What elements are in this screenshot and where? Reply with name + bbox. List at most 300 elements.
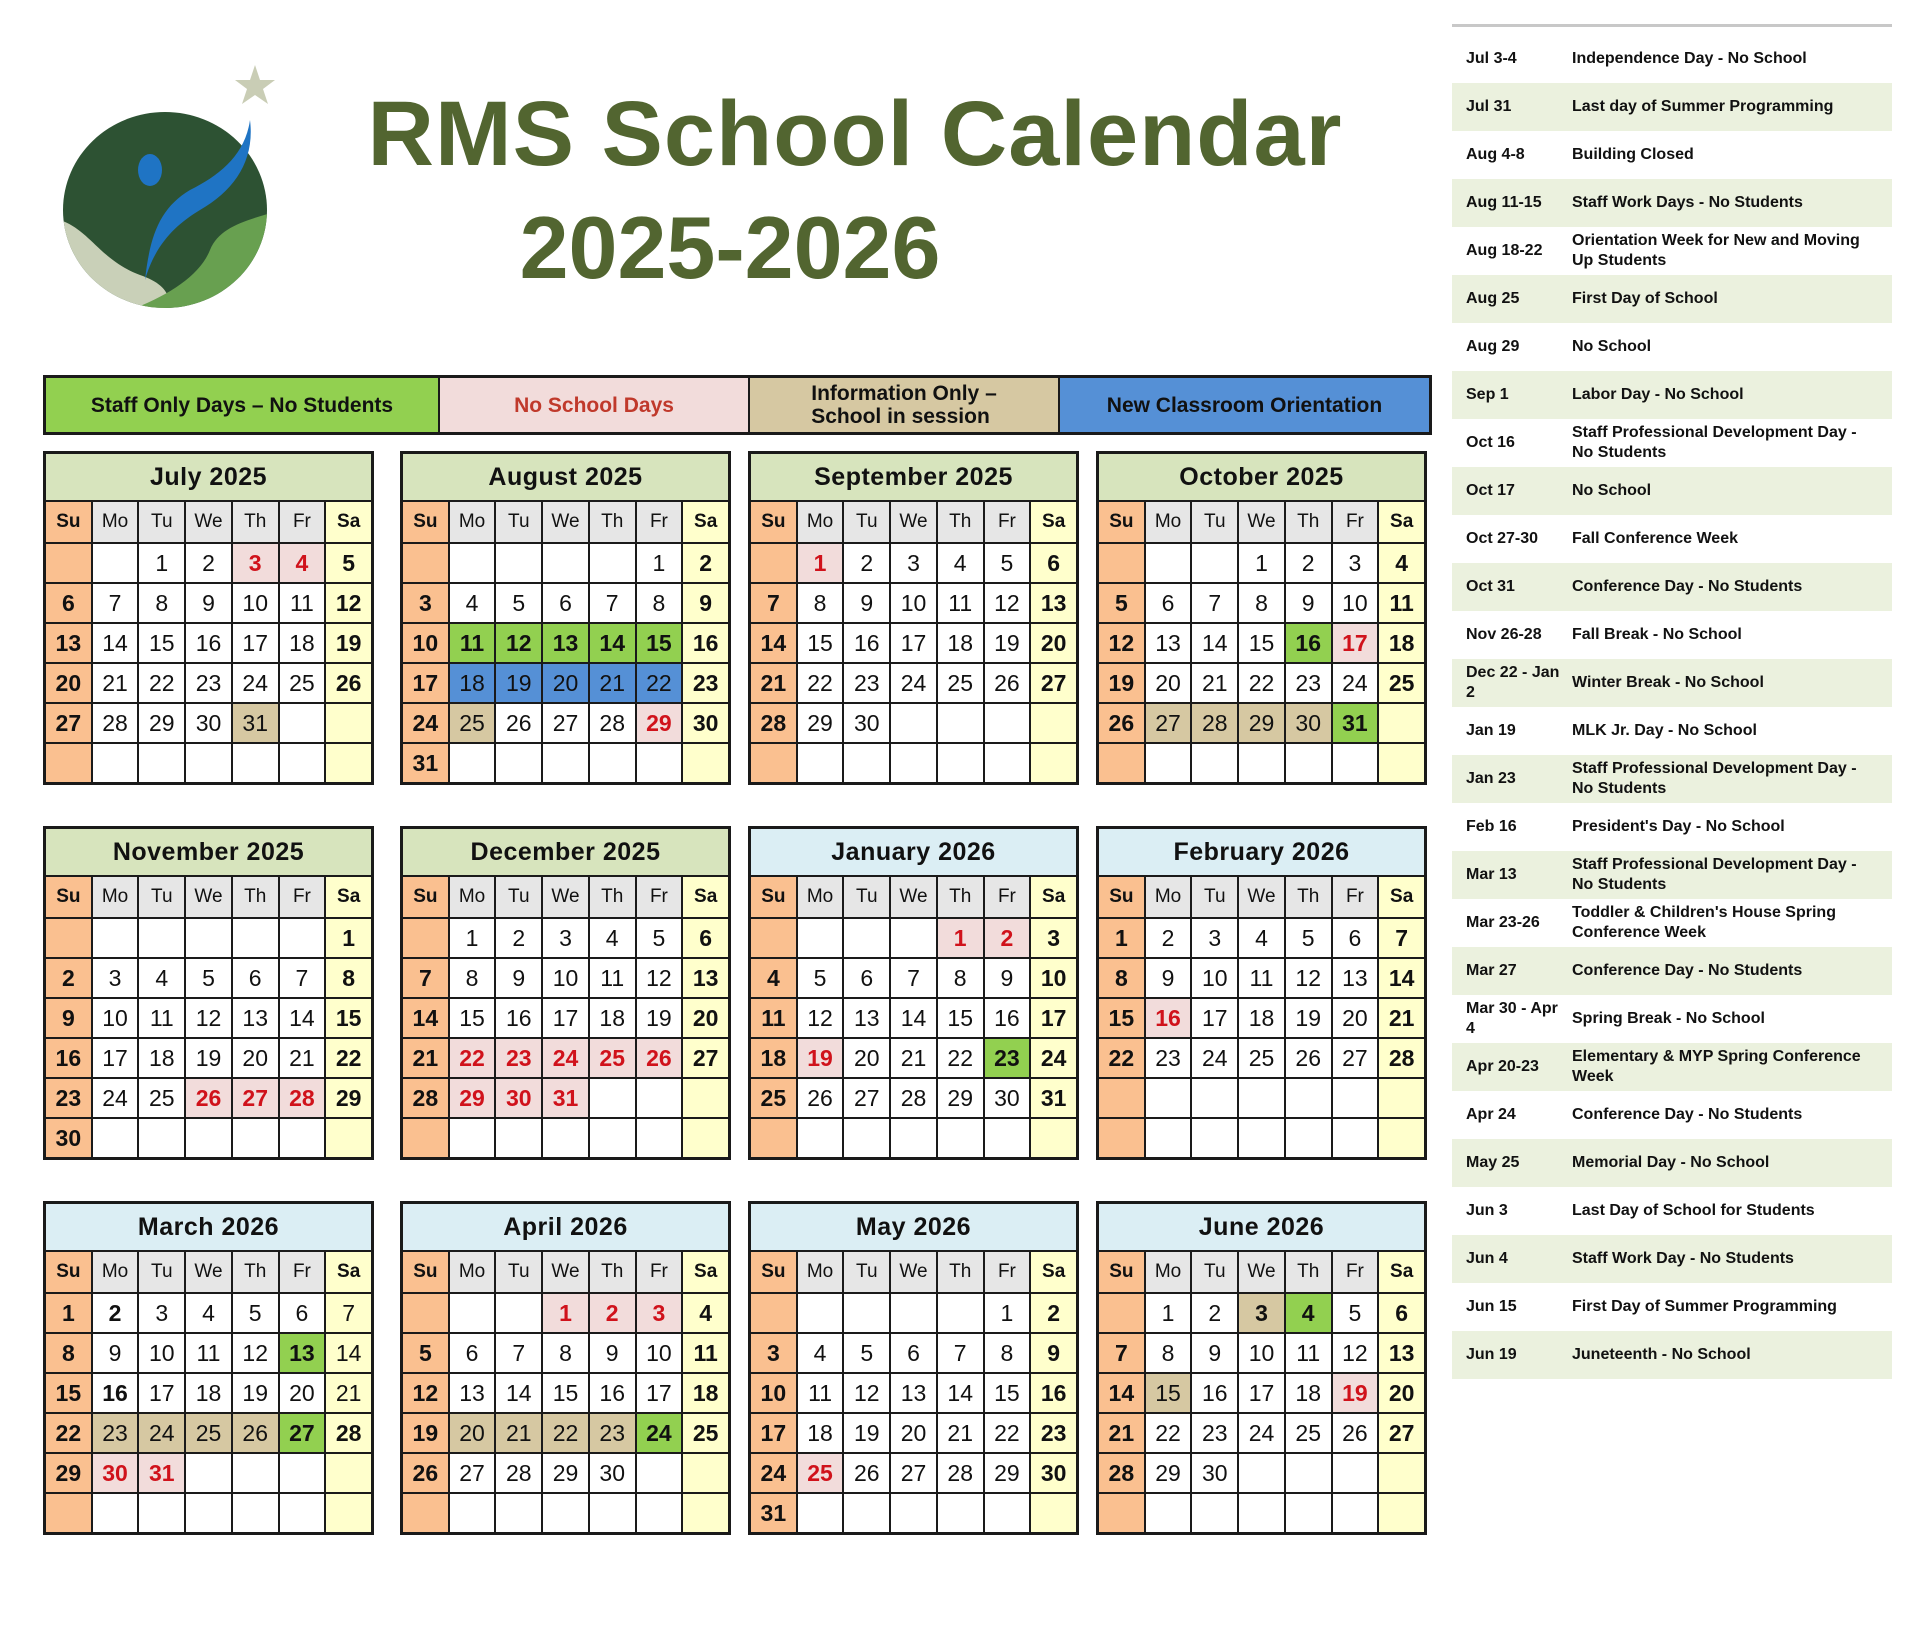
calendar-empty-cell <box>985 1494 1030 1532</box>
calendar-empty-cell <box>186 744 231 782</box>
calendar-day: 26 <box>1333 1414 1378 1452</box>
month-calendar <box>748 826 1079 1160</box>
calendar-empty-cell <box>891 704 936 742</box>
calendar-day: 20 <box>46 664 91 702</box>
calendar-day: 13 <box>543 624 588 662</box>
weekday-header: Sa <box>683 1252 728 1292</box>
calendar-day: 17 <box>93 1039 138 1077</box>
event-description: Spring Break - No School <box>1572 1010 1765 1027</box>
calendar-empty-cell <box>1379 704 1424 742</box>
calendar-day: 2 <box>1192 1294 1237 1332</box>
calendar-empty-cell <box>403 544 448 582</box>
calendar-empty-cell <box>683 1494 728 1532</box>
calendar-day: 16 <box>590 1374 635 1412</box>
calendar-day: 29 <box>46 1454 91 1492</box>
calendar-day: 10 <box>93 999 138 1037</box>
calendar-day: 8 <box>1146 1334 1191 1372</box>
calendar-day: 26 <box>637 1039 682 1077</box>
weekday-header: Mo <box>93 502 138 542</box>
calendar-day: 12 <box>844 1374 889 1412</box>
calendar-day: 19 <box>637 999 682 1037</box>
calendar-empty-cell <box>1286 1454 1331 1492</box>
calendar-day: 15 <box>450 999 495 1037</box>
calendar-day: 23 <box>844 664 889 702</box>
calendar-day: 14 <box>891 999 936 1037</box>
month-title: February 2026 <box>1099 829 1424 875</box>
calendar-empty-cell <box>891 1494 936 1532</box>
calendar-day: 27 <box>46 704 91 742</box>
calendar-day: 23 <box>1192 1414 1237 1452</box>
calendar-day: 18 <box>450 664 495 702</box>
calendar-day: 10 <box>403 624 448 662</box>
weekday-header: Sa <box>1031 1252 1076 1292</box>
calendar-day: 26 <box>186 1079 231 1117</box>
calendar-day: 23 <box>1286 664 1331 702</box>
calendar-empty-cell <box>496 544 541 582</box>
calendar-day: 20 <box>450 1414 495 1452</box>
calendar-day: 7 <box>280 959 325 997</box>
calendar-empty-cell <box>280 744 325 782</box>
event-description: Elementary & MYP Spring Conference Week <box>1572 1048 1861 1085</box>
weekday-header: We <box>1239 502 1284 542</box>
event-date: Mar 27 <box>1466 962 1517 979</box>
calendar-day: 19 <box>844 1414 889 1452</box>
event-date: Aug 25 <box>1466 290 1520 307</box>
event-description: Building Closed <box>1572 146 1694 163</box>
calendar-day: 18 <box>798 1414 843 1452</box>
calendar-day: 23 <box>1031 1414 1076 1452</box>
calendar-day: 13 <box>844 999 889 1037</box>
weekday-header: Fr <box>1333 1252 1378 1292</box>
event-row <box>1452 1139 1892 1187</box>
calendar-empty-cell <box>1099 544 1144 582</box>
calendar-day: 27 <box>1146 704 1191 742</box>
month-calendar <box>748 451 1079 785</box>
event-date: Jun 15 <box>1466 1298 1517 1315</box>
calendar-empty-cell <box>1379 1079 1424 1117</box>
calendar-empty-cell <box>844 744 889 782</box>
calendar-day: 6 <box>280 1294 325 1332</box>
calendar-empty-cell <box>637 1079 682 1117</box>
calendar-day: 15 <box>1146 1374 1191 1412</box>
calendar-day: 31 <box>543 1079 588 1117</box>
calendar-day: 28 <box>93 704 138 742</box>
weekday-header: We <box>543 502 588 542</box>
weekday-header: Mo <box>1146 1252 1191 1292</box>
calendar-empty-cell <box>1379 744 1424 782</box>
calendar-day: 3 <box>1192 919 1237 957</box>
calendar-empty-cell <box>326 1454 371 1492</box>
weekday-header: We <box>186 877 231 917</box>
calendar-day: 5 <box>326 544 371 582</box>
calendar-day: 3 <box>139 1294 184 1332</box>
weekday-header: Sa <box>326 1252 371 1292</box>
calendar-empty-cell <box>139 1119 184 1157</box>
calendar-day: 18 <box>186 1374 231 1412</box>
event-row <box>1452 227 1892 275</box>
calendar-day: 6 <box>683 919 728 957</box>
calendar-day: 1 <box>1146 1294 1191 1332</box>
calendar-empty-cell <box>450 1294 495 1332</box>
calendar-day: 1 <box>798 544 843 582</box>
calendar-day: 19 <box>403 1414 448 1452</box>
calendar-day: 7 <box>403 959 448 997</box>
weekday-header: Sa <box>683 502 728 542</box>
weekday-header: Fr <box>637 877 682 917</box>
event-description: Staff Work Days - No Students <box>1572 194 1803 211</box>
event-description: Staff Professional Development Day - No Students <box>1572 856 1857 893</box>
calendar-day: 31 <box>403 744 448 782</box>
calendar-day: 17 <box>1031 999 1076 1037</box>
calendar-day: 4 <box>683 1294 728 1332</box>
calendar-day: 11 <box>186 1334 231 1372</box>
weekday-header: Fr <box>280 1252 325 1292</box>
calendar-day: 12 <box>1099 624 1144 662</box>
calendar-day: 4 <box>186 1294 231 1332</box>
event-date: Dec 22 - Jan 2 <box>1466 664 1560 701</box>
event-description: Staff Work Day - No Students <box>1572 1250 1794 1267</box>
calendar-day: 20 <box>683 999 728 1037</box>
calendar-day: 31 <box>751 1494 796 1532</box>
event-description: Memorial Day - No School <box>1572 1154 1770 1171</box>
calendar-day: 5 <box>844 1334 889 1372</box>
event-date: Jun 19 <box>1466 1346 1517 1363</box>
calendar-day: 17 <box>751 1414 796 1452</box>
calendar-day: 24 <box>751 1454 796 1492</box>
calendar-day: 27 <box>891 1454 936 1492</box>
event-description: Conference Day - No Students <box>1572 1106 1803 1123</box>
calendar-day: 14 <box>403 999 448 1037</box>
calendar-day: 7 <box>938 1334 983 1372</box>
calendar-empty-cell <box>496 1494 541 1532</box>
calendar-day: 18 <box>751 1039 796 1077</box>
event-description: MLK Jr. Day - No School <box>1572 722 1757 739</box>
calendar-day: 3 <box>751 1334 796 1372</box>
calendar-day: 15 <box>637 624 682 662</box>
calendar-day: 21 <box>590 664 635 702</box>
calendar-day: 17 <box>637 1374 682 1412</box>
calendar-day: 30 <box>1286 704 1331 742</box>
event-date: Mar 30 - Apr 4 <box>1466 1000 1558 1037</box>
calendar-day: 15 <box>543 1374 588 1412</box>
calendar-empty-cell <box>798 1119 843 1157</box>
calendar-day: 11 <box>450 624 495 662</box>
event-row <box>1452 83 1892 131</box>
event-date: Jan 19 <box>1466 722 1516 739</box>
event-row <box>1452 659 1892 707</box>
calendar-day: 31 <box>1333 704 1378 742</box>
calendar-day: 4 <box>1239 919 1284 957</box>
calendar-day: 17 <box>1192 999 1237 1037</box>
weekday-header: Th <box>1286 502 1331 542</box>
calendar-day: 9 <box>1031 1334 1076 1372</box>
calendar-day: 25 <box>683 1414 728 1452</box>
calendar-day: 11 <box>1239 959 1284 997</box>
calendar-day: 28 <box>590 704 635 742</box>
calendar-day: 3 <box>891 544 936 582</box>
weekday-header: Fr <box>985 502 1030 542</box>
event-row <box>1452 467 1892 515</box>
calendar-day: 20 <box>1379 1374 1424 1412</box>
calendar-empty-cell <box>891 744 936 782</box>
calendar-day: 28 <box>403 1079 448 1117</box>
calendar-day: 6 <box>1146 584 1191 622</box>
calendar-day: 12 <box>1286 959 1331 997</box>
calendar-day: 27 <box>543 704 588 742</box>
calendar-day: 16 <box>1146 999 1191 1037</box>
calendar-day: 14 <box>590 624 635 662</box>
calendar-day: 9 <box>93 1334 138 1372</box>
weekday-header: Sa <box>1031 502 1076 542</box>
legend <box>43 375 1432 435</box>
event-description: First Day of Summer Programming <box>1572 1298 1837 1315</box>
calendar-day: 2 <box>1286 544 1331 582</box>
calendar-day: 28 <box>496 1454 541 1492</box>
calendar-day: 22 <box>450 1039 495 1077</box>
event-row <box>1452 1283 1892 1331</box>
calendar-day: 15 <box>46 1374 91 1412</box>
calendar-day: 19 <box>186 1039 231 1077</box>
calendar-empty-cell <box>938 1294 983 1332</box>
event-date: Nov 26-28 <box>1466 626 1542 643</box>
event-description: Last day of Summer Programming <box>1572 98 1834 115</box>
calendar-day: 22 <box>543 1414 588 1452</box>
calendar-empty-cell <box>233 1454 278 1492</box>
calendar-day: 1 <box>985 1294 1030 1332</box>
calendar-day: 18 <box>1286 1374 1331 1412</box>
calendar-day: 12 <box>186 999 231 1037</box>
calendar-day: 3 <box>403 584 448 622</box>
event-description: Fall Conference Week <box>1572 530 1738 547</box>
calendar-day: 7 <box>93 584 138 622</box>
calendar-day: 2 <box>186 544 231 582</box>
calendar-day: 21 <box>1099 1414 1144 1452</box>
calendar-empty-cell <box>844 1294 889 1332</box>
calendar-day: 6 <box>1379 1294 1424 1332</box>
calendar-day: 28 <box>1192 704 1237 742</box>
event-row <box>1452 1187 1892 1235</box>
weekday-header: Tu <box>139 877 184 917</box>
calendar-day: 15 <box>139 624 184 662</box>
event-row <box>1452 851 1892 899</box>
calendar-day: 12 <box>326 584 371 622</box>
calendar-day: 21 <box>280 1039 325 1077</box>
calendar-day: 7 <box>590 584 635 622</box>
weekday-header: Tu <box>139 1252 184 1292</box>
calendar-empty-cell <box>326 1494 371 1532</box>
weekday-header: Sa <box>1379 1252 1424 1292</box>
calendar-day: 17 <box>403 664 448 702</box>
calendar-day: 8 <box>1239 584 1284 622</box>
page-title: RMS School Calendar <box>367 83 1343 185</box>
calendar-day: 3 <box>1031 919 1076 957</box>
calendar-day: 9 <box>496 959 541 997</box>
calendar-day: 26 <box>1099 704 1144 742</box>
weekday-header: Sa <box>1379 502 1424 542</box>
weekday-header: We <box>891 502 936 542</box>
calendar-day: 21 <box>326 1374 371 1412</box>
weekday-header: Sa <box>683 877 728 917</box>
calendar-day: 8 <box>46 1334 91 1372</box>
calendar-day: 24 <box>543 1039 588 1077</box>
weekday-header: Tu <box>844 877 889 917</box>
weekday-header: Su <box>1099 1252 1144 1292</box>
legend-new-classroom-orientation: New Classroom Orientation <box>1060 378 1429 432</box>
calendar-day: 16 <box>1286 624 1331 662</box>
calendar-day: 7 <box>891 959 936 997</box>
calendar-day: 6 <box>1333 919 1378 957</box>
weekday-header: Sa <box>1031 877 1076 917</box>
calendar-empty-cell <box>450 544 495 582</box>
school-logo <box>60 60 300 310</box>
calendar-day: 23 <box>590 1414 635 1452</box>
calendar-day: 5 <box>798 959 843 997</box>
event-date: Aug 29 <box>1466 338 1520 355</box>
weekday-header: We <box>1239 1252 1284 1292</box>
calendar-day: 2 <box>1146 919 1191 957</box>
event-date: Mar 23-26 <box>1466 914 1540 931</box>
weekday-header: Th <box>1286 1252 1331 1292</box>
weekday-header: Fr <box>1333 877 1378 917</box>
calendar-day: 25 <box>450 704 495 742</box>
event-date: Aug 11-15 <box>1466 194 1542 211</box>
calendar-empty-cell <box>590 1079 635 1117</box>
calendar-empty-cell <box>683 1454 728 1492</box>
calendar-day: 7 <box>1099 1334 1144 1372</box>
calendar-empty-cell <box>46 1494 91 1532</box>
calendar-empty-cell <box>985 704 1030 742</box>
event-description: Fall Break - No School <box>1572 626 1742 643</box>
calendar-day: 11 <box>938 584 983 622</box>
calendar-day: 2 <box>844 544 889 582</box>
calendar-empty-cell <box>186 1494 231 1532</box>
calendar-empty-cell <box>683 1119 728 1157</box>
weekday-header: Mo <box>798 877 843 917</box>
calendar-empty-cell <box>280 704 325 742</box>
calendar-day: 5 <box>403 1334 448 1372</box>
calendar-empty-cell <box>1333 1454 1378 1492</box>
weekday-header: Fr <box>637 1252 682 1292</box>
calendar-day: 9 <box>186 584 231 622</box>
weekday-header: Tu <box>1192 1252 1237 1292</box>
calendar-day: 9 <box>590 1334 635 1372</box>
weekday-header: Mo <box>93 1252 138 1292</box>
calendar-day: 15 <box>1099 999 1144 1037</box>
event-date: May 25 <box>1466 1154 1520 1171</box>
calendar-empty-cell <box>1333 1079 1378 1117</box>
calendar-day: 6 <box>233 959 278 997</box>
calendar-day: 29 <box>1239 704 1284 742</box>
month-title: October 2025 <box>1099 454 1424 500</box>
calendar-empty-cell <box>683 1079 728 1117</box>
month-title: January 2026 <box>751 829 1076 875</box>
weekday-header: Mo <box>1146 502 1191 542</box>
calendar-empty-cell <box>93 744 138 782</box>
calendar-day: 11 <box>683 1334 728 1372</box>
weekday-header: Sa <box>326 502 371 542</box>
weekday-header: We <box>186 502 231 542</box>
calendar-day: 25 <box>590 1039 635 1077</box>
calendar-day: 24 <box>139 1414 184 1452</box>
calendar-empty-cell <box>450 1494 495 1532</box>
calendar-empty-cell <box>1146 744 1191 782</box>
calendar-day: 23 <box>496 1039 541 1077</box>
calendar-day: 16 <box>844 624 889 662</box>
calendar-day: 12 <box>233 1334 278 1372</box>
calendar-empty-cell <box>280 1494 325 1532</box>
calendar-day: 1 <box>1239 544 1284 582</box>
calendar-day: 25 <box>1379 664 1424 702</box>
calendar-day: 19 <box>496 664 541 702</box>
event-row <box>1452 131 1892 179</box>
calendar-day: 7 <box>326 1294 371 1332</box>
calendar-day: 30 <box>93 1454 138 1492</box>
calendar-day: 10 <box>233 584 278 622</box>
calendar-day: 21 <box>403 1039 448 1077</box>
calendar-empty-cell <box>891 919 936 957</box>
calendar-day: 20 <box>280 1374 325 1412</box>
event-date: Oct 16 <box>1466 434 1515 451</box>
calendar-day: 11 <box>590 959 635 997</box>
sidebar-top-rule <box>1452 24 1892 27</box>
event-date: Oct 17 <box>1466 482 1515 499</box>
calendar-day: 14 <box>751 624 796 662</box>
calendar-day: 30 <box>46 1119 91 1157</box>
calendar-empty-cell <box>590 1119 635 1157</box>
calendar-day: 25 <box>938 664 983 702</box>
logo-icon <box>60 60 300 310</box>
calendar-day: 26 <box>844 1454 889 1492</box>
month-calendar <box>43 1201 374 1535</box>
legend-info-line1: Information Only – <box>811 382 997 405</box>
calendar-empty-cell <box>751 1119 796 1157</box>
calendar-empty-cell <box>938 1494 983 1532</box>
calendar-day: 30 <box>844 704 889 742</box>
calendar-day: 30 <box>496 1079 541 1117</box>
event-row <box>1452 803 1892 851</box>
legend-info-line2: School in session <box>811 405 990 428</box>
event-date: Jun 3 <box>1466 1202 1508 1219</box>
calendar-day: 25 <box>1286 1414 1331 1452</box>
calendar-day: 24 <box>637 1414 682 1452</box>
calendar-day: 4 <box>139 959 184 997</box>
calendar-empty-cell <box>751 744 796 782</box>
calendar-day: 25 <box>798 1454 843 1492</box>
calendar-day: 16 <box>496 999 541 1037</box>
calendar-day: 7 <box>496 1334 541 1372</box>
calendar-day: 18 <box>280 624 325 662</box>
event-date: Jul 3-4 <box>1466 50 1517 67</box>
calendar-empty-cell <box>798 1294 843 1332</box>
calendar-empty-cell <box>938 744 983 782</box>
calendar-empty-cell <box>46 919 91 957</box>
event-row <box>1452 707 1892 755</box>
calendar-day: 21 <box>891 1039 936 1077</box>
calendar-day: 9 <box>683 584 728 622</box>
calendar-day: 8 <box>326 959 371 997</box>
event-date: Oct 27-30 <box>1466 530 1539 547</box>
event-row <box>1452 1235 1892 1283</box>
calendar-day: 31 <box>1031 1079 1076 1117</box>
month-calendar <box>43 451 374 785</box>
event-row <box>1452 179 1892 227</box>
calendar-day: 28 <box>891 1079 936 1117</box>
calendar-empty-cell <box>1146 544 1191 582</box>
calendar-day: 10 <box>637 1334 682 1372</box>
weekday-header: Fr <box>1333 502 1378 542</box>
event-description: Staff Professional Development Day - No Students <box>1572 424 1857 461</box>
calendar-empty-cell <box>985 1119 1030 1157</box>
